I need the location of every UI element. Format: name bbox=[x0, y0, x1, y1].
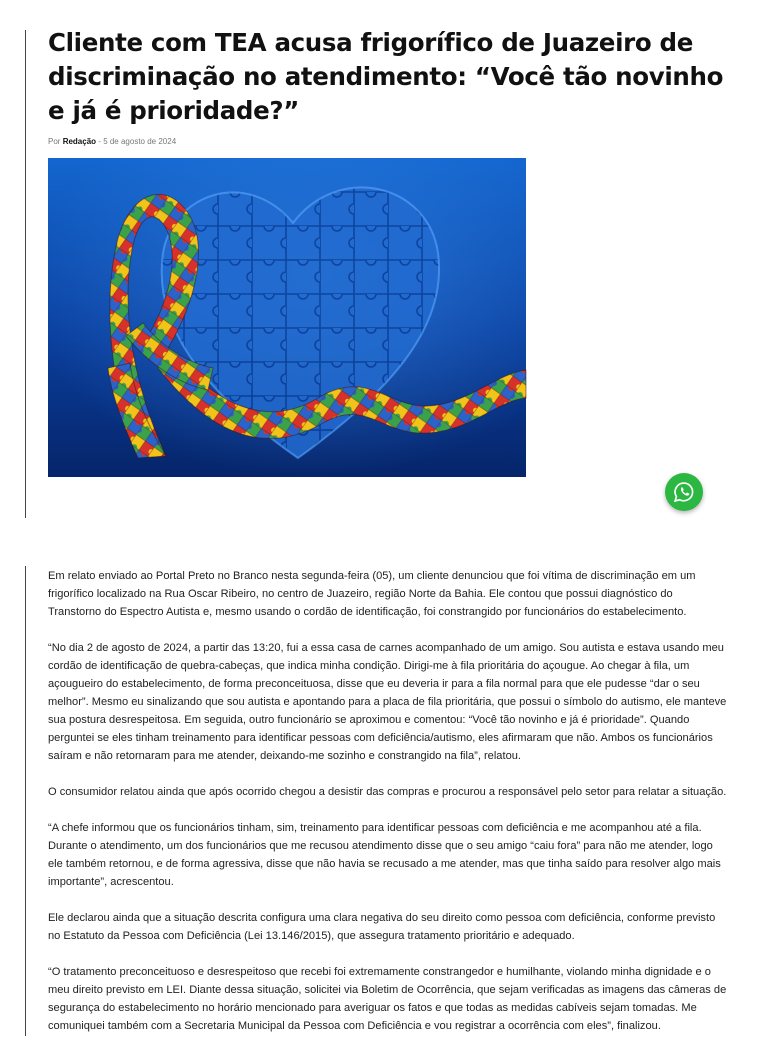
publish-date: 5 de agosto de 2024 bbox=[103, 137, 177, 146]
article-paragraph: O consumidor relatou ainda que após ocorrido chegou a desistir das compras e procurou a responsável pelo setor para relatar a situação. bbox=[48, 786, 727, 798]
article-title: Cliente com TEA acusa frigorífico de Juazeiro de discriminação no atendimento: “Você tão novinho e já é prioridade?” bbox=[48, 28, 724, 125]
hero-image bbox=[48, 158, 526, 477]
side-rule-top bbox=[25, 30, 26, 518]
whatsapp-icon bbox=[673, 481, 695, 503]
author-link[interactable]: Redação bbox=[62, 137, 97, 146]
side-rule-bottom bbox=[25, 566, 26, 1036]
article-body bbox=[48, 567, 728, 1053]
article-header bbox=[48, 26, 738, 146]
article-paragraph: “O tratamento preconceituoso e desrespeitoso que recebi foi extremamente constrangedor e humilhante, violando minha dignidade e o meu direito previsto em LEI. Diante dessa situação, solicitei via Boletim de Ocorrência, que sejam verificadas as imagens das câmeras de segurança do estabelecimento no horário mencionado para averiguar os fatos e que todas as medidas cabíveis sejam tomadas. Me comuniquei também com a Secretaria Municipal da Pessoa com Deficiência e vou registrar a ocorrência com eles”, finalizou. bbox=[48, 966, 727, 1032]
article-paragraph: Ele declarou ainda que a situação descrita configura uma clara negativa do seu direito como pessoa com deficiência, conforme previsto no Estatuto da Pessoa com Deficiência (Lei 13.146/2015), que assegura tratamento prioritário e adequado. bbox=[48, 912, 716, 942]
byline-separator: - bbox=[98, 137, 101, 146]
article-byline bbox=[48, 137, 738, 146]
byline-prefix: Por bbox=[48, 137, 61, 146]
article-paragraph: “A chefe informou que os funcionários tinham, sim, treinamento para identificar pessoas com deficiência e me acompanhou até a fila. Durante o atendimento, um dos funcionários que me recusou atendimento disse que o seu amigo “caiu fora” para não me atender, logo ele também retornou, e de forma agressiva, disse que não havia se recusado a me atender, mas que tinha saído para resolver algo mais importante”, acrescentou. bbox=[48, 822, 721, 888]
article-paragraph: Em relato enviado ao Portal Preto no Branco nesta segunda-feira (05), um cliente denunciou que foi vítima de discriminação em um frigorífico localizado na Rua Oscar Ribeiro, no centro de Juazeiro, região Norte da Bahia. Ele contou que possui diagnóstico do Transtorno do Espectro Autista e, mesmo usando o cordão de identificação, foi constrangido por funcionários do estabelecimento. bbox=[48, 570, 696, 618]
article-paragraph: “No dia 2 de agosto de 2024, a partir das 13:20, fui a essa casa de carnes acompanhado de um amigo. Sou autista e estava usando meu cordão de identificação de quebra-cabeças, que indica minha condição. Dirigi-me à fila prioritária do açougue. Ao chegar à fila, um açougueiro do estabelecimento, de forma preconceituosa, disse que eu deveria ir para a fila normal para que ele pudesse “dar o seu melhor”. Mesmo eu sinalizando que sou autista e apontando para a placa de fila prioritária, que possui o símbolo do autismo, ele manteve sua postura desrespeitosa. Em seguida, outro funcionário se aproximou e comentou: “Você tão novinho e já é prioridade”. Quando perguntei se eles tinham treinamento para identificar pessoas com deficiência/autismo, eles afirmaram que não. Ambos os funcionários saíram e não retornaram para me atender, deixando-me sozinho e constrangido na fila”, relatou. bbox=[48, 642, 727, 762]
whatsapp-button[interactable] bbox=[665, 473, 703, 511]
